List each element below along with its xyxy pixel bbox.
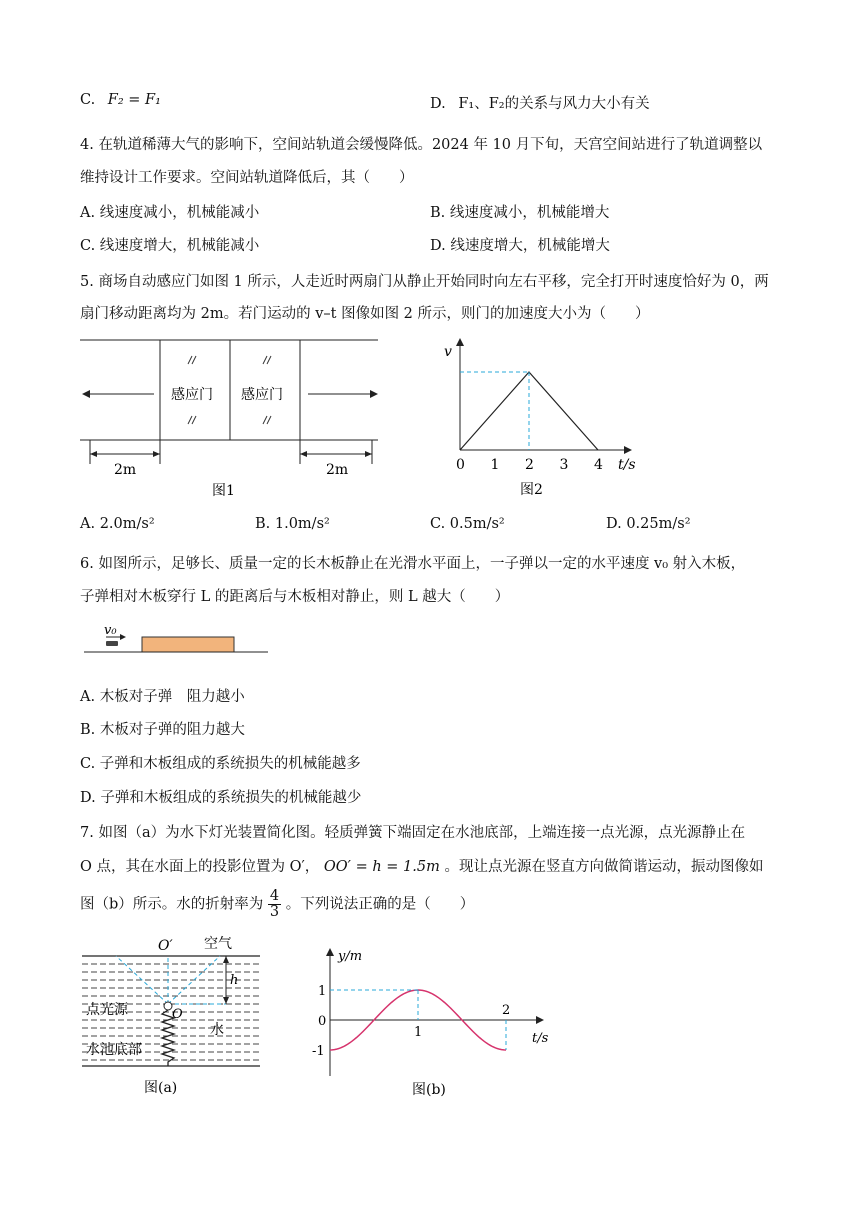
dim-right-label: 2m [326, 462, 349, 478]
dim-right [300, 451, 372, 457]
wooden-board [142, 637, 234, 652]
q5-figure-1 [76, 332, 386, 502]
q5-option-a: A. 2.0m/s² [80, 516, 155, 532]
o-prime-label: O′ [158, 938, 173, 954]
q3-option-d [430, 92, 650, 113]
q5-option-d: D. 0.25m/s² [606, 516, 691, 532]
q4-option-b: B. 线速度减小，机械能增大 [430, 205, 610, 221]
bottom-label: 水池底部 [86, 1042, 142, 1058]
point-light-source [164, 1002, 172, 1010]
fig2-ticks [456, 457, 603, 473]
air-label: 空气 [204, 936, 232, 952]
q7-stem-2a: O 点，其在水面上的投影位置为 O′， [80, 859, 320, 875]
fig2-x-tick: 1 [490, 457, 500, 473]
q4-stem-line2: 维持设计工作要求。空间站轨道降低后，其（ ） [80, 170, 414, 186]
q6-option-b: B. 木板对子弹的阻力越大 [80, 722, 245, 738]
spring [162, 1010, 174, 1066]
figb-y-tick: 0 [318, 1014, 327, 1029]
arrow-right [308, 390, 378, 398]
q3-option-c [80, 92, 161, 108]
light-label: 点光源 [86, 1002, 128, 1018]
q6-stem-line2: 子弹相对木板穿行 L 的距离后与木板相对静止，则 L 越大（ ） [80, 589, 510, 605]
q6-stem-line1: 6. 如图所示，足够长、质量一定的长木板静止在光滑水平面上，一子弹以一定的水平速度 v₀ 射入木板， [80, 556, 746, 572]
q4-stem-line1: 4. 在轨道稀薄大气的影响下，空间站轨道会缓慢降低。2024 年 10 月下旬，天宫空间站进行了轨道调整以 [80, 137, 763, 153]
fig1-caption: 图1 [212, 483, 235, 499]
q7-stem-line1: 7. 如图（a）为水下灯光装置简化图。轻质弹簧下端固定在水池底部，上端连接一点光源，点光源静止在 [80, 825, 746, 841]
fig2-x-tick: 2 [525, 457, 534, 473]
fig-b-caption: 图(b) [412, 1082, 446, 1098]
q4-option-c: C. 线速度增大，机械能减小 [80, 238, 260, 254]
door-right-label: 感应门 [241, 387, 283, 403]
fig2-x-tick: 4 [594, 457, 603, 473]
fig2-caption: 图2 [520, 482, 543, 498]
fig2-x-tick: 0 [456, 457, 465, 473]
fig2-y-label: v [444, 344, 452, 360]
fig-a-caption: 图(a) [144, 1080, 178, 1096]
q5-figure-2 [440, 336, 640, 502]
q5-stem-line2: 扇门移动距离均为 2m。若门运动的 v–t 图像如图 2 所示，则门的加速度大小为（ ） [80, 306, 650, 322]
bullet [106, 641, 118, 646]
q7-figure-a [76, 930, 266, 1098]
water-label: 水 [210, 1022, 224, 1038]
q6-option-c: C. 子弹和木板组成的系统损失的机械能越多 [80, 756, 361, 772]
fig2-x-tick: 3 [559, 457, 569, 473]
q3-opt-c-expr: F₂ = F₁ [107, 92, 161, 108]
dim-left [90, 451, 160, 457]
figb-y-label: y/m [338, 949, 363, 964]
figb-y-tick: -1 [312, 1044, 325, 1059]
q7-stem-line2 [80, 855, 763, 876]
q4-option-d: D. 线速度增大，机械能增大 [430, 238, 610, 254]
h-label: h [230, 973, 239, 988]
figb-x-label: t/s [532, 1031, 549, 1046]
q3-opt-c-label: C. [80, 92, 96, 108]
q5-option-c: C. 0.5m/s² [430, 516, 505, 532]
q7-frac-num: 4 [269, 888, 280, 904]
q4-option-a: A. 线速度减小，机械能减小 [80, 205, 260, 221]
q7-stem-line3 [80, 889, 474, 920]
v0-arrow [120, 634, 126, 640]
fig2-plot [460, 372, 598, 450]
q7-fraction [268, 889, 281, 920]
door-left-label: 感应门 [171, 387, 213, 403]
fig2-x-label: t/s [618, 457, 636, 473]
v0-label: v₀ [104, 623, 117, 638]
q3-opt-d-text: F₁、F₂的关系与风力大小有关 [458, 96, 650, 112]
q6-figure [80, 620, 272, 660]
q7-stem-2c: 。现让点光源在竖直方向做简谐运动，振动图像如 [444, 859, 764, 875]
q6-option-d: D. 子弹和木板组成的系统损失的机械能越少 [80, 790, 362, 806]
q6-option-a: A. 木板对子弹 阻力越小 [80, 689, 245, 705]
o-label: O [172, 1007, 183, 1022]
q3-opt-d-label: D. [430, 96, 446, 112]
q5-stem-line1: 5. 商场自动感应门如图 1 所示，人走近时两扇门从静止开始同时向左右平移，完全打开时速度恰好为 0，两 [80, 274, 769, 290]
q5-option-b: B. 1.0m/s² [255, 516, 330, 532]
q7-figure-b [310, 944, 560, 1100]
figb-x-tick: 1 [414, 1025, 423, 1040]
q7-stem-3b: 。下列说法正确的是（ ） [285, 896, 475, 913]
arrow-left [82, 390, 154, 398]
figb-y-tick: 1 [318, 984, 327, 999]
figb-x-tick: 2 [502, 1003, 511, 1018]
q7-stem-3a: 图（b）所示。水的折射率为 [80, 896, 264, 913]
q7-frac-den: 3 [269, 904, 280, 920]
q7-stem-2b: OO′ = h = 1.5m [323, 859, 440, 875]
dim-left-label: 2m [114, 462, 137, 478]
